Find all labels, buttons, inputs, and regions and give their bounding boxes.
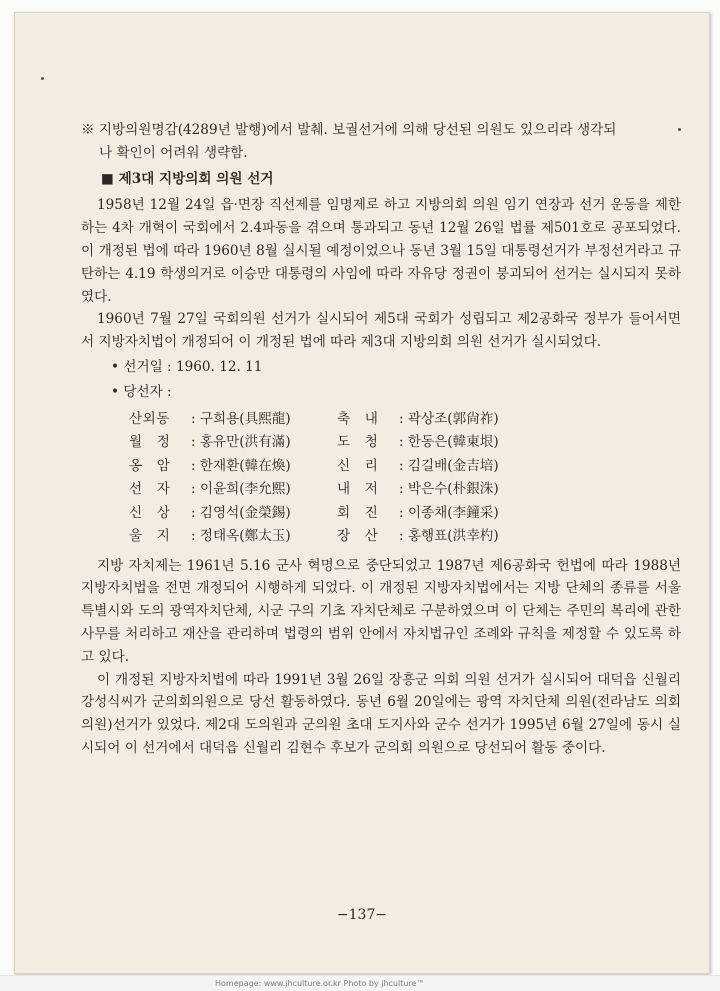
winner-name: : 김길배(金吉培) xyxy=(399,457,499,474)
footer-bar xyxy=(0,975,720,991)
winner-row xyxy=(129,455,681,479)
winner-name: : 김영석(金榮錫) xyxy=(191,504,291,521)
district: 내 저 xyxy=(337,481,379,498)
book-page xyxy=(14,12,710,974)
winner-name: : 이윤희(李允熙) xyxy=(191,481,291,498)
winner-row xyxy=(129,431,681,455)
winner-name: : 이종채(李鐘采) xyxy=(399,504,499,521)
district: 옹 암 xyxy=(129,457,171,474)
page-content xyxy=(81,119,681,760)
footer-credit: Homepage: www.jhculture.or.kr Photo by jhculture™ xyxy=(215,979,425,988)
district: 신 상 xyxy=(129,504,171,521)
district: 울 지 xyxy=(129,528,171,545)
paragraph-3: 지방 자치제는 1961년 5.16 군사 혁명으로 중단되었고 1987년 제6공화국 헌법에 따라 1988년 지방자치법을 전면 개정되어 시행하게 되었다. 이 개정된 지방자치법에서는 지방 단체의 종류를 서울 특별시와 도의 광역자치단체, 시군 구의 기초 자치단체로 구분하였으며 이 단체는 주민의 복리에 관한 사무를 처리하고 재산을 관리하며 법령의 범위 안에서 자치법규인 조례와 규칙을 제정할 수 있도록 하고 있다. xyxy=(81,557,681,665)
district: 도 청 xyxy=(337,434,379,451)
district: 산외동 xyxy=(129,410,170,427)
speck xyxy=(41,77,44,80)
district: 축 내 xyxy=(337,410,379,427)
winner-name: : 구희용(具熙龍) xyxy=(191,410,291,427)
winner-name: : 홍행표(洪幸杓) xyxy=(399,528,499,545)
paragraph-1: 1958년 12월 24일 읍·면장 직선제를 임명제로 하고 지방의회 의원 임기 연장과 선거 운동을 제한하는 4차 개혁이 국회에서 2.4파동을 겪으며 통과되고 동년 12월 26일 법률 제501호로 공포되었다. 이 개정된 법에 따라 1960년 8월 실시될 예정이었으나 동년 3월 15일 대통령선거가 부정선거라고 규탄하는 4.19 학생의거로 이승만 대통령의 사임에 따라 자유당 정권이 붕괴되어 선거는 실시되지 못하였다. xyxy=(81,197,681,305)
winner-name: : 곽상조(郭尙祚) xyxy=(399,410,499,427)
winner-row xyxy=(129,502,681,526)
paragraph-2: 1960년 7월 27일 국회의원 선거가 실시되어 제5대 국회가 성립되고 제2공화국 정부가 들어서면서 지방자치법이 개정되어 이 개정된 법에 따라 제3대 지방의회 의원 선거가 실시되었다. xyxy=(81,311,681,351)
district: 선 자 xyxy=(129,481,171,498)
paragraph-4: 이 개정된 지방자치법에 따라 1991년 3월 26일 장흥군 의회 의원 선거가 실시되어 대덕읍 신월리 강성식씨가 군의회의원으로 당선 활동하였다. 동년 6월 20일에는 광역 자치단체 의원(전라남도 의회 의원)선거가 있었다. 제2대 도의원과 군의원 초대 도지사와 군수 선거가 1995년 6월 27일에 동시 실시되어 이 선거에서 대덕읍 신월리 김현수 후보가 군의회 의원으로 당선되어 활동 중이다. xyxy=(81,671,681,756)
district: 월 정 xyxy=(129,434,171,451)
winner-name: : 홍유만(洪有滿) xyxy=(191,434,291,451)
page-number: −137− xyxy=(336,907,388,923)
section-heading: ■ 제3대 지방의회 의원 선거 xyxy=(101,170,274,187)
winner-name: : 박은수(朴銀洙) xyxy=(399,481,499,498)
source-note-line2: 나 확인이 어려워 생략함. xyxy=(99,144,248,161)
winner-name: : 정태옥(鄭太玉) xyxy=(191,528,291,545)
source-note xyxy=(81,119,681,142)
winner-row xyxy=(129,478,681,502)
winner-row xyxy=(129,408,681,432)
winner-row xyxy=(129,525,681,549)
election-date: • 선거일 : 1960. 12. 11 xyxy=(111,358,263,375)
winners-list xyxy=(129,408,681,549)
source-note-line1: ※ 지방의원명감(4289년 발행)에서 발췌. 보궐선거에 의해 당선된 의원도 있으리라 생각되 xyxy=(81,122,617,138)
district: 신 리 xyxy=(337,457,379,474)
district: 회 진 xyxy=(337,504,379,521)
winners-label: • 당선자 : xyxy=(111,383,172,400)
winner-name: : 한동은(韓東垠) xyxy=(399,434,499,451)
district: 장 산 xyxy=(337,528,379,545)
winner-name: : 한재환(韓在煥) xyxy=(191,457,291,474)
